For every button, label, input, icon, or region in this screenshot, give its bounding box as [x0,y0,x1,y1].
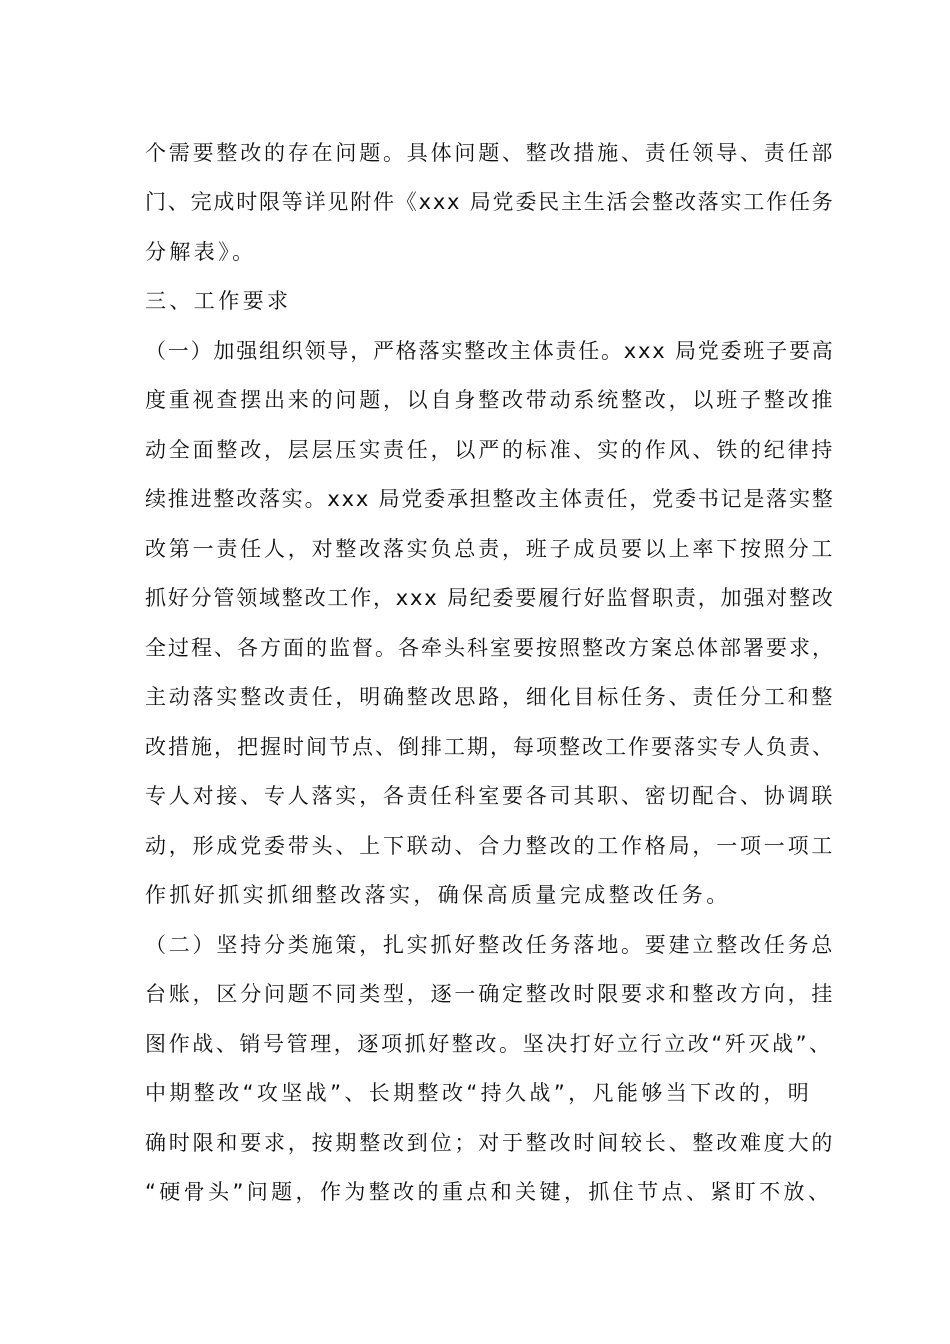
section-heading: 三、工作要求 [145,289,292,313]
text-line: 改第一责任人，对整改落实负总责，班子成员要以上率下按照分工 [145,537,836,561]
text-line: 中期整改“攻坚战”、长期整改“持久战”，凡能够当下改的，明 [145,1081,813,1105]
text-line: 台账，区分问题不同类型，逐一确定整改时限要求和整改方向，挂 [145,982,836,1006]
text-line: （二）坚持分类施策，扎实抓好整改任务落地。要建立整改任务总 [145,933,836,957]
text-line: 度重视查摆出来的问题，以自身整改带动系统整改，以班子整改推 [145,388,836,412]
text-line: 分解表》。 [145,240,257,264]
text-line: （一）加强组织领导，严格落实整改主体责任。xxx 局党委班子要高 [145,339,835,363]
text-line: “硬骨头”问题，作为整改的重点和关键，抓住节点、紧盯不放、 [145,1180,833,1204]
text-line: 个需要整改的存在问题。具体问题、整改措施、责任领导、责任部 [145,141,836,165]
text-line: 动全面整改，层层压实责任，以严的标准、实的作风、铁的纪律持 [145,438,836,462]
text-line: 动，形成党委带头、上下联动、合力整改的工作格局，一项一项工 [145,834,836,858]
text-line: 主动落实整改责任，明确整改思路，细化目标任务、责任分工和整 [145,685,836,709]
text-line: 门、完成时限等详见附件《xxx 局党委民主生活会整改落实工作任务 [145,190,835,214]
text-line: 续推进整改落实。xxx 局党委承担整改主体责任，党委书记是落实整 [145,487,835,511]
text-line: 抓好分管领域整改工作，xxx 局纪委要履行好监督职责，加强对整改 [145,586,835,610]
text-line: 全过程、各方面的监督。各牵头科室要按照整改方案总体部署要求， [145,636,835,660]
text-line: 专人对接、专人落实，各责任科室要各司其职、密切配合、协调联 [145,784,836,808]
text-line: 确时限和要求，按期整改到位；对于整改时间较长、整改难度大的 [145,1131,836,1155]
text-line: 图作战、销号管理，逐项抓好整改。坚决打好立行立改“歼灭战”、 [145,1032,833,1056]
text-line: 作抓好抓实抓细整改落实，确保高质量完成整改任务。 [145,883,731,907]
text-line: 改措施，把握时间节点、倒排工期，每项整改工作要落实专人负责、 [145,735,835,759]
